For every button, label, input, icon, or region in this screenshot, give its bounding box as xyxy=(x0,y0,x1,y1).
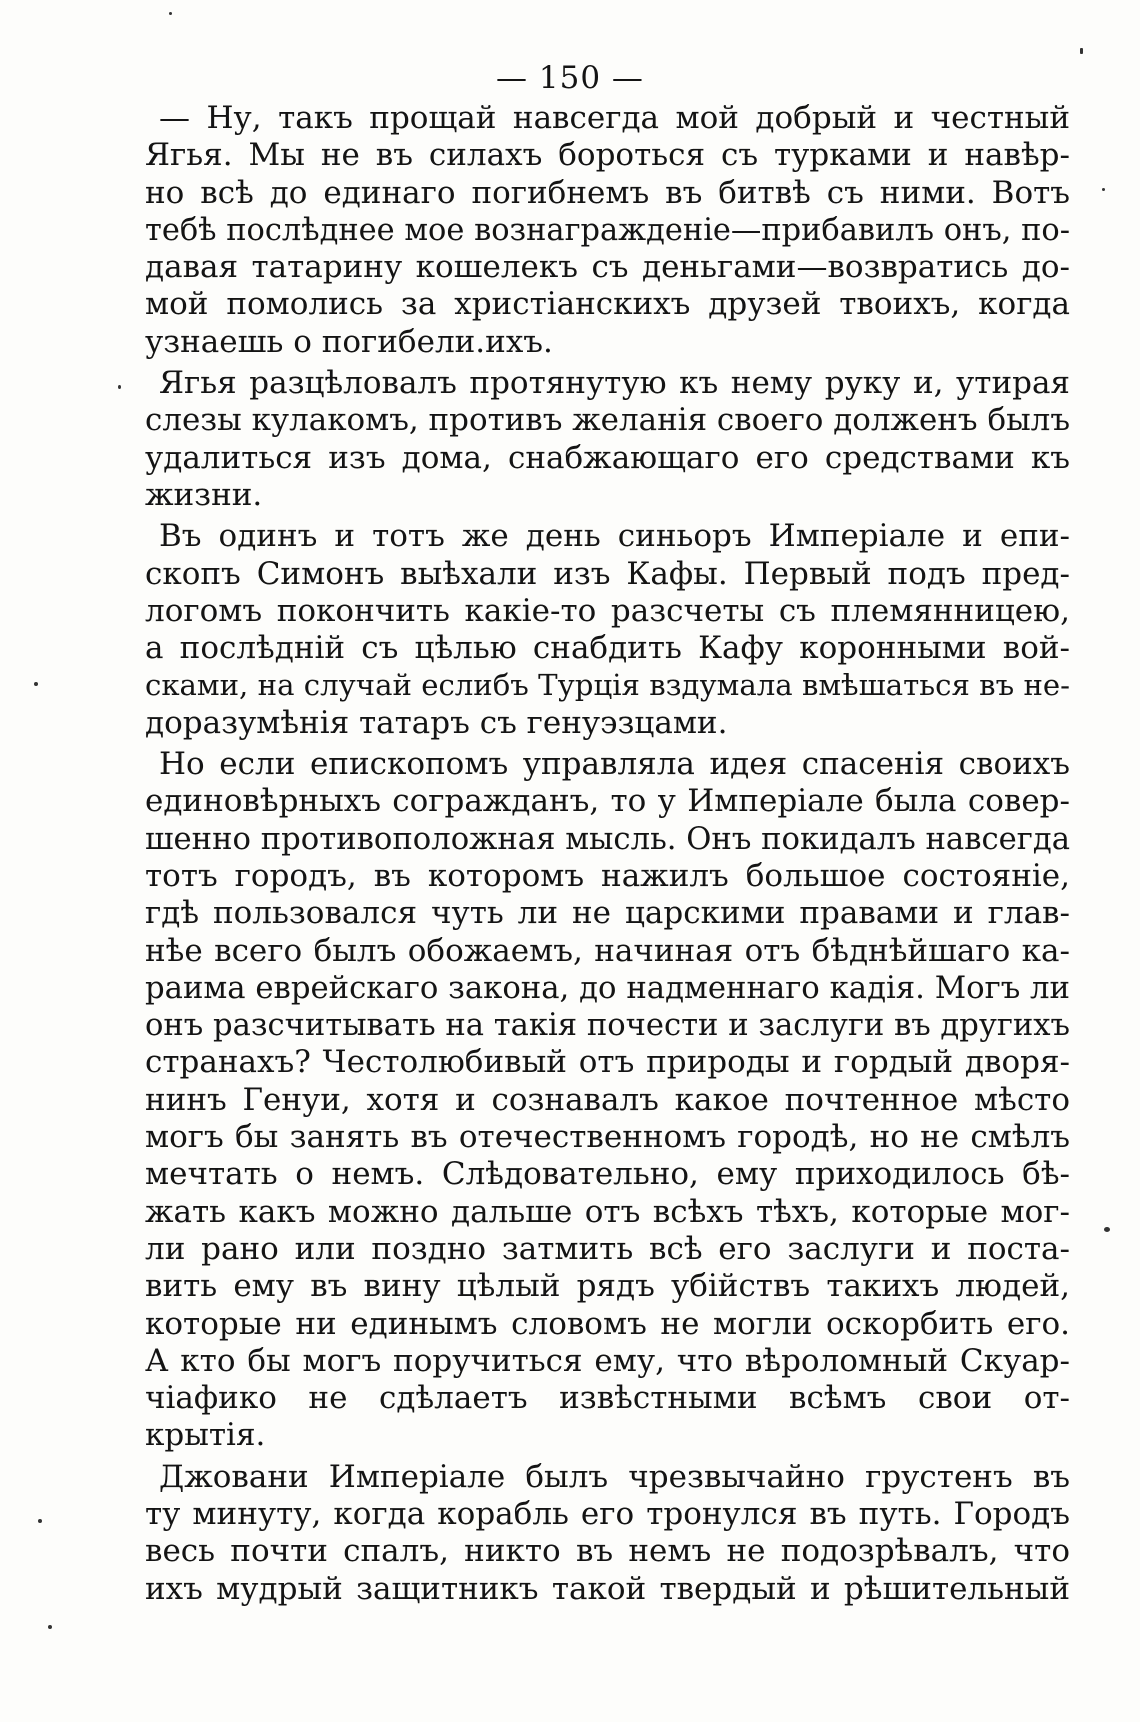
text-line: жать какъ можно дальше отъ всѣхъ тѣхъ, которые мог- xyxy=(145,1193,1070,1230)
text-line: гдѣ пользовался чуть ли не царскими правами и глав- xyxy=(145,895,1070,932)
scan-speck xyxy=(169,12,172,15)
scan-speck xyxy=(1104,1227,1110,1232)
text-line: раима еврейскаго закона, до надменнаго кадія. Могъ ли xyxy=(145,970,1070,1006)
text-line: могъ бы занять въ отечественномъ городѣ, но не смѣлъ xyxy=(145,1119,1070,1156)
text-line: мой помолись за христіанскихъ друзей твоихъ, когда xyxy=(145,286,1070,323)
page-number: — 150 — xyxy=(496,60,644,96)
text-line: узнаешь о погибели.ихъ. xyxy=(145,323,553,360)
text-line: ихъ мудрый защитникъ такой твердый и рѣшительный xyxy=(145,1570,1070,1607)
body-text xyxy=(145,100,1070,1608)
text-line: Ягья разцѣловалъ протянутую къ нему руку и, утирая xyxy=(159,365,1070,402)
text-line: Но если епископомъ управляла идея спасенія своихъ xyxy=(159,746,1070,783)
text-line: а послѣдній съ цѣлью снабдить Кафу коронными вой- xyxy=(145,630,1070,667)
text-line: тотъ городъ, въ которомъ нажилъ большое состояніе, xyxy=(145,857,1070,894)
text-line: тебѣ послѣднее мое вознагражденіе—прибавилъ онъ, по- xyxy=(145,212,1070,248)
text-line: ли рано или поздно затмить всѣ его заслуги и поста- xyxy=(145,1230,1070,1267)
paragraph xyxy=(145,1459,1070,1608)
text-line: чіафико не сдѣлаетъ извѣстными всѣмъ свои от- xyxy=(145,1380,1070,1417)
scan-speck xyxy=(34,682,38,686)
text-line: доразумѣнія татаръ съ генуэзцами. xyxy=(145,704,728,741)
text-line: — Ну, такъ прощай навсегда мой добрый и честный xyxy=(159,100,1070,136)
text-line: слезы кулакомъ, противъ желанія своего долженъ былъ xyxy=(145,402,1070,439)
text-line: крытія. xyxy=(145,1417,266,1454)
text-line: сками, на случай еслибъ Турція вздумала вмѣшаться въ не- xyxy=(145,668,1070,703)
scan-speck xyxy=(1080,48,1083,54)
text-line: Джовани Имперіале былъ чрезвычайно грустенъ въ xyxy=(159,1458,1070,1495)
text-line: А кто бы могъ поручиться ему, что вѣроломный Скуар- xyxy=(145,1342,1070,1379)
text-line: удалиться изъ дома, снабжающаго его средствами къ xyxy=(145,439,1070,476)
text-line: вить ему въ вину цѣлый рядъ убійствъ такихъ людей, xyxy=(145,1268,1070,1305)
paragraph xyxy=(145,100,1070,361)
text-line: Въ одинъ и тотъ же день синьоръ Имперіале и епи- xyxy=(159,518,1070,555)
paragraph xyxy=(145,746,1070,1455)
scan-speck xyxy=(118,385,121,389)
scan-speck xyxy=(38,1519,42,1523)
text-line: Ягья. Мы не въ силахъ бороться съ турками и навѣр- xyxy=(145,137,1070,174)
text-line: логомъ покончить какіе-то разсчеты съ племянницею, xyxy=(145,592,1070,629)
text-line: мечтать о немъ. Слѣдовательно, ему приходилось бѣ- xyxy=(145,1156,1070,1193)
scan-speck xyxy=(1102,188,1105,191)
text-line: нинъ Генуи, хотя и сознавалъ какое почтенное мѣсто xyxy=(145,1081,1070,1118)
text-line: весь почти спалъ, никто въ немъ не подозрѣвалъ, что xyxy=(145,1533,1070,1570)
text-line: но всѣ до единаго погибнемъ въ битвѣ съ ними. Вотъ xyxy=(145,174,1070,211)
text-line: которые ни единымъ словомъ не могли оскорбить его. xyxy=(145,1305,1070,1342)
paragraph xyxy=(145,518,1070,742)
text-line: скопъ Симонъ выѣхали изъ Кафы. Первый подъ пред- xyxy=(145,555,1070,592)
text-line: жизни. xyxy=(145,476,263,513)
paragraph xyxy=(145,365,1070,514)
text-line: шенно противоположная мысль. Онъ покидалъ навсегда xyxy=(145,821,1070,857)
text-line: нѣе всего былъ обожаемъ, начиная отъ бѣднѣйшаго ка- xyxy=(145,932,1070,969)
text-line: странахъ? Честолюбивый отъ природы и гордый дворя- xyxy=(145,1044,1070,1081)
text-line: единовѣрныхъ согражданъ, то у Имперіале была совер- xyxy=(145,783,1070,820)
text-line: ту минуту, когда корабль его тронулся въ путь. Городъ xyxy=(145,1495,1070,1532)
text-line: давая татарину кошелекъ съ деньгами—возвратись до- xyxy=(145,249,1070,286)
scan-speck xyxy=(48,1625,52,1629)
text-line: онъ разсчитывать на такія почести и заслуги въ другихъ xyxy=(145,1008,1070,1044)
